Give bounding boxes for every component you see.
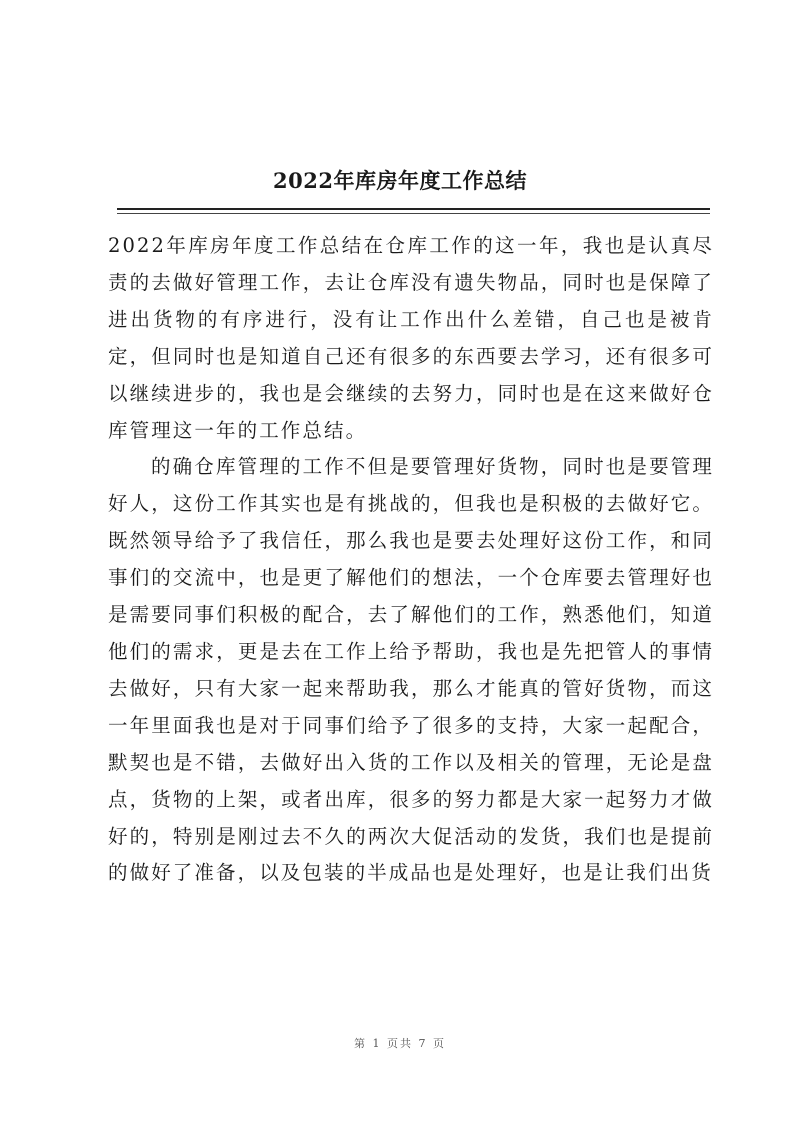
paragraph-1: 2022年库房年度工作总结在仓库工作的这一年，我也是认真尽责的去做好管理工作，去让仓库没有遗失物品，同时也是保障了进出货物的有序进行，没有让工作出什么差错，自己也是被肯定，但同时也是知道自己还有很多的东西要去学习，还有很多可以继续进步的，我也是会继续的去努力，同时也是在这来做好仓库管理这一年的工作总结。	[108, 234, 714, 442]
document-body	[108, 228, 714, 892]
page-footer: 第 1 页共 7 页	[354, 1037, 446, 1050]
title-rule-thin	[117, 213, 710, 214]
document-title: 2022年库房年度工作总结	[273, 168, 527, 193]
title-rule	[117, 208, 710, 210]
paragraph-2: 的确仓库管理的工作不但是要管理好货物，同时也是要管理好人，这份工作其实也是有挑战的，但我也是积极的去做好它。既然领导给予了我信任，那么我也是要去处理好这份工作，和同事们的交流中，也是更了解他们的想法，一个仓库要去管理好也是需要同事们积极的配合，去了解他们的工作，熟悉他们，知道他们的需求，更是去在工作上给予帮助，我也是先把管人的事情去做好，只有大家一起来帮助我，那么才能真的管好货物，而这一年里面我也是对于同事们给予了很多的支持，大家一起配合，默契也是不错，去做好出入货的工作以及相关的管理，无论是盘点，货物的上架，或者出库，很多的努力都是大家一起努力才做好的，特别是刚过去不久的两次大促活动的发货，我们也是提前的做好了准备，以及包装的半成品也是处理好，也是让我们出货	[108, 455, 714, 885]
